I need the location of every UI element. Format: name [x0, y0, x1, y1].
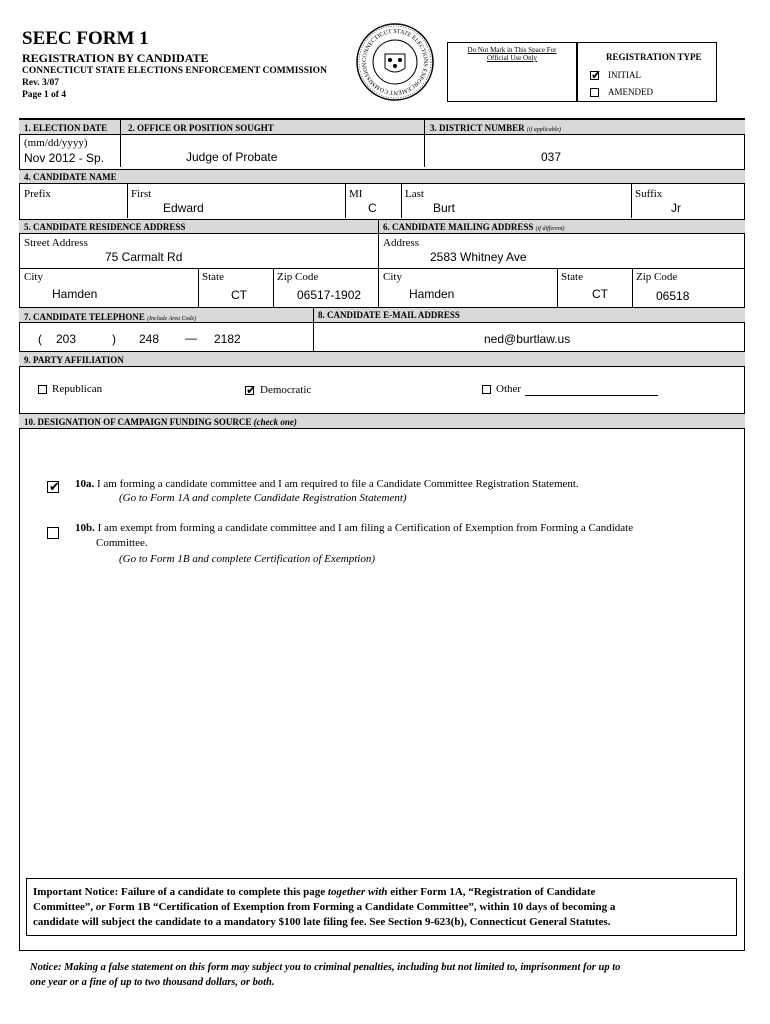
important-notice-text: Important Notice: Failure of a candidate to complete this page together with either Form 1A, “Registration of Candidate Committee”, or Form 1B “Certification of Exemption from Forming a Candidate Committee”, within 10 days of becoming a candidate will subject the candidate to a mandatory $100 late filing fee. See Section 9-623(b), Connecticut General Statutes. — [33, 886, 616, 928]
option-10b-checkbox[interactable] — [47, 527, 59, 539]
republican-checkbox[interactable] — [38, 385, 47, 394]
section9-title: 9. PARTY AFFILIATION — [24, 355, 124, 365]
office-field[interactable]: Judge of Probate — [186, 150, 278, 164]
residence-city-field[interactable]: Hamden — [52, 287, 98, 301]
form-title: SEEC FORM 1 — [22, 28, 149, 49]
revision: Rev. 3/07 — [22, 78, 59, 88]
footer-notice — [30, 960, 620, 990]
mailing-address-label: Address — [383, 237, 420, 249]
street-address-field[interactable]: 75 Carmalt Rd — [105, 250, 183, 264]
page-number: Page 1 of 4 — [22, 90, 67, 100]
phone-dash: — — [185, 331, 197, 345]
other-checkbox[interactable] — [482, 385, 491, 394]
option-10b-label: 10b. — [75, 522, 95, 534]
section10-title: 10. DESIGNATION OF CAMPAIGN FUNDING SOURCE (check one) — [24, 417, 297, 427]
date-format-hint: (mm/dd/yyyy) — [24, 137, 88, 149]
section7-title: 7. CANDIDATE TELEPHONE (Include Area Code) — [24, 312, 197, 322]
republican-label: Republican — [52, 383, 103, 395]
form-body — [19, 118, 745, 951]
section10-header — [19, 413, 745, 429]
office-label: 2. OFFICE OR POSITION SOUGHT — [128, 123, 274, 133]
footer-notice-line2: one year or a fine of up to two thousand dollars, or both. — [30, 977, 275, 988]
mailing-zip-field[interactable]: 06518 — [656, 289, 690, 303]
form-subtitle: REGISTRATION BY CANDIDATE — [22, 51, 209, 65]
other-label: Other — [496, 383, 522, 395]
official-use-box — [447, 42, 577, 102]
seal-icon — [355, 22, 435, 102]
section10-note: (check one) — [253, 417, 297, 427]
residence-zip-field[interactable]: 06517-1902 — [297, 288, 362, 302]
residence-zip-label: Zip Code — [277, 271, 319, 283]
official-use-label: Do Not Mark in This Space For Official Use Only — [467, 46, 557, 62]
residence-city-label: City — [24, 271, 43, 283]
initial-label: INITIAL — [608, 70, 641, 80]
section7-note: (Include Area Code) — [147, 316, 197, 322]
email-field[interactable]: ned@burtlaw.us — [484, 332, 571, 346]
mailing-zip-label: Zip Code — [636, 271, 678, 283]
mailing-state-label: State — [561, 271, 583, 283]
residence-state-field[interactable]: CT — [231, 288, 247, 302]
democratic-label: Democratic — [260, 384, 312, 396]
option-10a-checkbox[interactable] — [47, 481, 59, 493]
section4-title: 4. CANDIDATE NAME — [24, 172, 117, 182]
svg-text:CONNECTICUT STATE ELECTIONS EN — [362, 29, 428, 95]
mailing-state-field[interactable]: CT — [592, 287, 608, 301]
phone-line-field[interactable]: 2182 — [214, 332, 241, 346]
check-mark-icon: ✔ — [246, 383, 257, 397]
district-label: 3. DISTRICT NUMBER (if applicable) — [430, 123, 562, 133]
democratic-checkbox[interactable] — [245, 383, 257, 397]
district-note: (if applicable) — [526, 127, 562, 133]
agency-name: CONNECTICUT STATE ELECTIONS ENFORCEMENT COMMISSION — [22, 66, 327, 76]
section4-header — [19, 169, 745, 184]
phone-open-paren: ( — [38, 332, 42, 346]
prefix-label: Prefix — [24, 188, 51, 200]
footer-notice-line1: Notice: Making a false statement on this form may subject you to criminal penalties, including but not limited to, imprisonment for up to — [30, 962, 621, 973]
section5-title: 5. CANDIDATE RESIDENCE ADDRESS — [24, 222, 186, 232]
mailing-city-label: City — [383, 271, 402, 283]
option-10b-instruction: (Go to Form 1B and complete Certification of Exemption) — [119, 553, 376, 565]
election-date-label: 1. ELECTION DATE — [24, 123, 108, 133]
check-mark-icon: ✔ — [49, 479, 60, 494]
street-address-label: Street Address — [24, 237, 88, 249]
registration-type-title: REGISTRATION TYPE — [606, 52, 702, 62]
residence-state-label: State — [202, 271, 224, 283]
amended-checkbox[interactable] — [590, 88, 599, 97]
mi-field[interactable]: C — [368, 201, 377, 215]
first-name-field[interactable]: Edward — [163, 201, 204, 215]
suffix-field[interactable]: Jr — [671, 201, 681, 215]
initial-checkbox[interactable] — [590, 68, 602, 82]
important-notice-box — [26, 878, 737, 936]
phone-area-code-field[interactable]: 203 — [56, 332, 77, 346]
option-10a-text: 10a. I am forming a candidate committee and I am required to file a Candidate Committee Registration Statement. — [75, 478, 579, 490]
registration-type-box — [577, 42, 717, 102]
phone-prefix-field[interactable]: 248 — [139, 332, 160, 346]
seal-text: CONNECTICUT STATE ELECTIONS ENFORCEMENT COMMISSION — [361, 28, 429, 96]
mailing-city-field[interactable]: Hamden — [409, 287, 455, 301]
district-field[interactable]: 037 — [541, 150, 562, 164]
first-name-label: First — [131, 188, 152, 200]
option-10b-text-cont: Committee. — [96, 537, 148, 549]
last-name-field[interactable]: Burt — [433, 201, 456, 215]
suffix-label: Suffix — [635, 188, 663, 200]
amended-label: AMENDED — [608, 87, 653, 97]
state-seal — [355, 22, 435, 102]
section8-title: 8. CANDIDATE E-MAIL ADDRESS — [318, 310, 460, 320]
mailing-address-field[interactable]: 2583 Whitney Ave — [430, 250, 527, 264]
option-10a-label: 10a. — [75, 478, 95, 490]
election-date-field[interactable]: Nov 2012 - Sp. — [24, 151, 105, 165]
section6-title: 6. CANDIDATE MAILING ADDRESS (if different) — [383, 222, 565, 232]
check-mark-icon: ✔ — [591, 68, 602, 82]
last-name-label: Last — [405, 188, 424, 200]
phone-close-paren: ) — [112, 332, 116, 346]
section6-note: (if different) — [535, 226, 565, 232]
mi-label: MI — [349, 188, 363, 200]
section9-header — [19, 351, 745, 367]
option-10a-instruction: (Go to Form 1A and complete Candidate Registration Statement) — [119, 492, 407, 504]
option-10b-text: 10b. I am exempt from forming a candidate committee and I am filing a Certification of Exemption from Forming a Candidate — [75, 522, 634, 534]
other-write-in-line[interactable] — [525, 395, 658, 396]
